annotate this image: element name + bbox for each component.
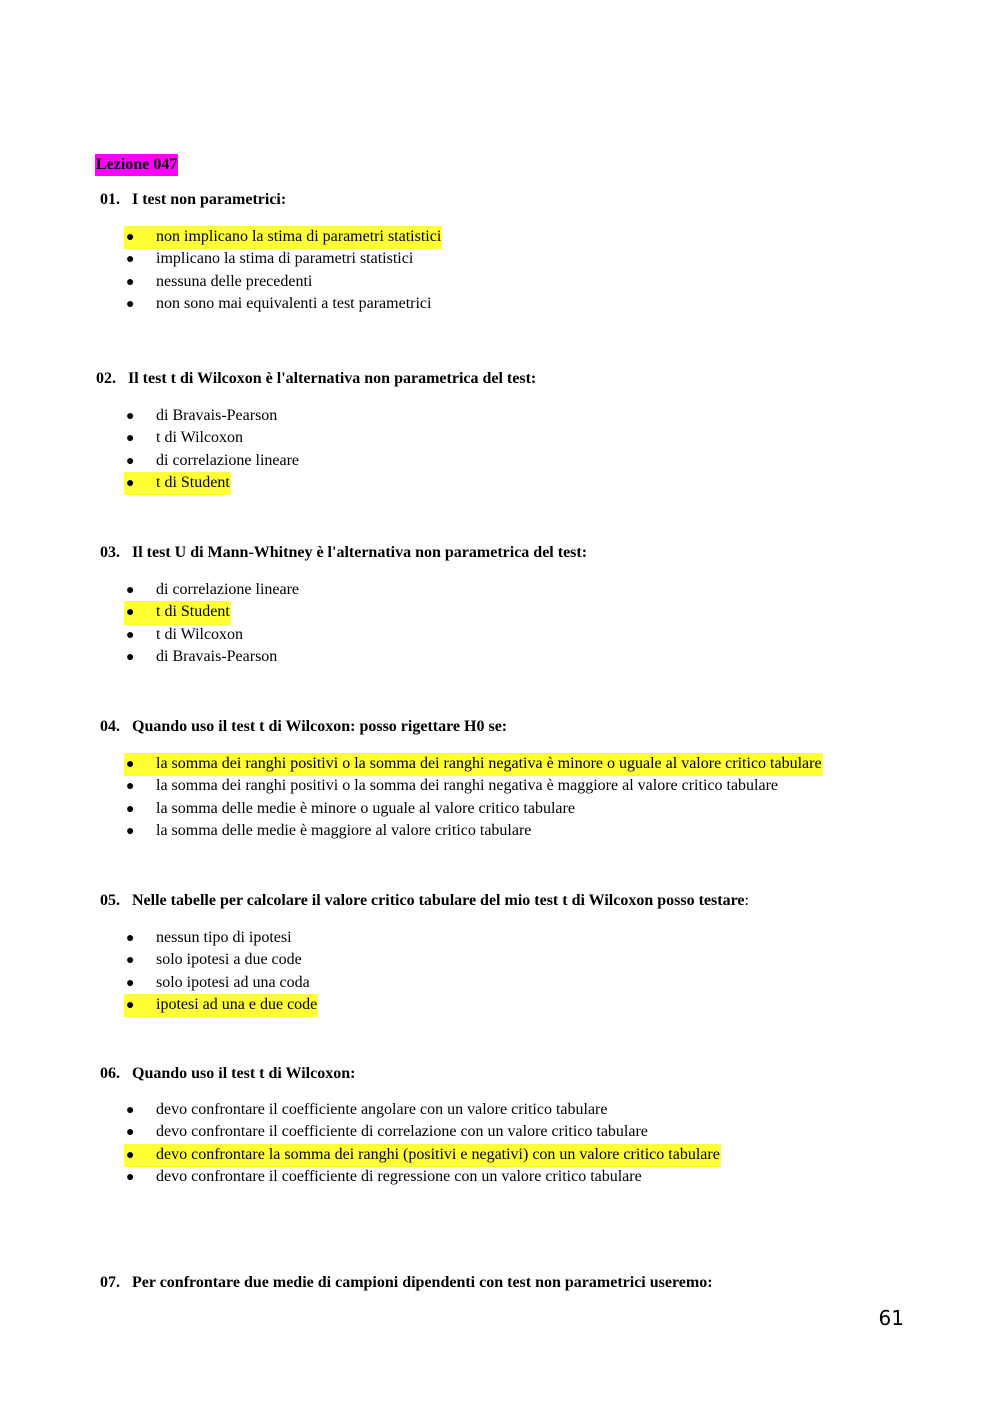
- question-text: Quando uso il test t di Wilcoxon: posso rigettare H0 se:: [132, 718, 508, 735]
- bullet-icon: ●: [126, 801, 135, 817]
- answer-list: [124, 753, 823, 842]
- question-title: [100, 717, 507, 737]
- bullet-icon: ●: [126, 605, 135, 621]
- answer-option: [124, 405, 300, 427]
- question-text: Per confrontare due medie di campioni dipendenti con test non parametrici useremo:: [132, 1274, 713, 1291]
- answer-list: [124, 1099, 721, 1188]
- question-text: Il test t di Wilcoxon è l'alternativa non parametrica del test:: [128, 370, 537, 387]
- answer-text: la somma delle medie è minore o uguale al valore critico tabulare: [156, 799, 575, 817]
- question-title: [100, 543, 587, 563]
- answer-text: implicano la stima di parametri statistici: [156, 250, 414, 268]
- answer-text: solo ipotesi ad una coda: [156, 973, 310, 991]
- answer-option: [124, 271, 442, 293]
- answer-option: [124, 624, 300, 646]
- answer-option: [124, 293, 442, 315]
- answer-text: devo confrontare la somma dei ranghi (positivi e negativi) con un valore critico tabulare: [156, 1145, 720, 1163]
- answer-text: t di Student: [156, 603, 230, 621]
- answer-text: la somma dei ranghi positivi o la somma dei ranghi negativa è maggiore al valore critico tabulare: [156, 777, 779, 795]
- answer-option: [124, 972, 318, 994]
- question-text: Quando uso il test t di Wilcoxon:: [132, 1065, 356, 1082]
- bullet-icon: ●: [126, 252, 135, 268]
- bullet-icon: ●: [126, 779, 135, 795]
- answer-text: di correlazione lineare: [156, 451, 300, 469]
- answer-option-correct: [124, 472, 300, 494]
- answer-option: [124, 1166, 721, 1188]
- answer-option: [124, 1099, 721, 1121]
- answer-option: [124, 248, 442, 270]
- answer-text: nessun tipo di ipotesi: [156, 929, 292, 946]
- bullet-icon: ●: [126, 931, 135, 946]
- answer-text: di Bravais-Pearson: [156, 647, 278, 665]
- answer-text: devo confrontare il coefficiente di correlazione con un valore critico tabulare: [156, 1123, 648, 1141]
- answer-option: [124, 927, 318, 949]
- answer-text: t di Student: [156, 473, 230, 491]
- answer-option: [124, 820, 823, 842]
- answer-option-correct: [124, 994, 318, 1016]
- answer-text: t di Wilcoxon: [156, 429, 244, 447]
- answer-text: devo confrontare il coefficiente di regressione con un valore critico tabulare: [156, 1167, 642, 1185]
- bullet-icon: ●: [126, 230, 135, 245]
- bullet-icon: ●: [126, 649, 135, 665]
- lesson-title: Lezione 047: [95, 154, 178, 176]
- answer-option: [124, 798, 823, 820]
- question-number: 06.: [100, 1065, 120, 1082]
- bullet-icon: ●: [126, 431, 135, 447]
- bullet-icon: ●: [126, 453, 135, 469]
- bullet-icon: ●: [126, 1147, 135, 1163]
- answer-list: [124, 405, 300, 494]
- question-number: 03.: [100, 544, 120, 561]
- bullet-icon: ●: [126, 757, 135, 772]
- question-number: 05.: [100, 892, 120, 909]
- bullet-icon: ●: [126, 583, 135, 598]
- answer-list: [124, 226, 442, 315]
- bullet-icon: ●: [126, 953, 135, 969]
- bullet-icon: ●: [126, 1125, 135, 1141]
- answer-text: ipotesi ad una e due code: [156, 995, 318, 1013]
- question-title: [100, 891, 749, 911]
- bullet-icon: ●: [126, 627, 135, 643]
- answer-option: [124, 1121, 721, 1143]
- question-title: [96, 369, 536, 389]
- answer-text: la somma dei ranghi positivi o la somma dei ranghi negativa è minore o uguale al valore critico tabulare: [156, 755, 822, 772]
- question-number: 02.: [96, 370, 116, 387]
- question-title: [100, 1273, 713, 1293]
- page-number: 61: [878, 1306, 904, 1330]
- answer-text: nessuna delle precedenti: [156, 272, 313, 290]
- answer-option: [124, 646, 300, 668]
- answer-text: devo confrontare il coefficiente angolare con un valore critico tabulare: [156, 1101, 608, 1118]
- question-number: 04.: [100, 718, 120, 735]
- question-title: [100, 190, 286, 210]
- answer-option-correct: [124, 601, 300, 623]
- bullet-icon: ●: [126, 823, 135, 839]
- answer-option: [124, 775, 823, 797]
- question-number: 07.: [100, 1274, 120, 1291]
- bullet-icon: ●: [126, 1103, 135, 1118]
- question-text: I test non parametrici:: [132, 191, 287, 208]
- question-number: 01.: [100, 191, 120, 208]
- answer-option: [124, 427, 300, 449]
- question-text: Il test U di Mann-Whitney è l'alternativa non parametrica del test:: [132, 544, 588, 561]
- bullet-icon: ●: [126, 1169, 135, 1185]
- question-title: [100, 1064, 355, 1084]
- answer-option-correct: [124, 226, 442, 248]
- answer-option: [124, 949, 318, 971]
- answer-option-correct: [124, 1144, 721, 1166]
- answer-text: solo ipotesi a due code: [156, 951, 302, 969]
- question-text: Nelle tabelle per calcolare il valore critico tabulare del mio test t di Wilcoxon posso testare: [132, 892, 745, 909]
- bullet-icon: ●: [126, 274, 135, 290]
- answer-text: t di Wilcoxon: [156, 625, 244, 643]
- bullet-icon: ●: [126, 975, 135, 991]
- answer-text: non sono mai equivalenti a test parametrici: [156, 294, 432, 312]
- bullet-icon: ●: [126, 296, 135, 312]
- bullet-icon: ●: [126, 997, 135, 1013]
- answer-option-correct: [124, 753, 823, 775]
- answer-text: la somma delle medie è maggiore al valore critico tabulare: [156, 821, 532, 839]
- answer-option: [124, 579, 300, 601]
- answer-option: [124, 450, 300, 472]
- answer-list: [124, 579, 300, 668]
- question-suffix: :: [744, 892, 749, 909]
- answer-text: non implicano la stima di parametri statistici: [156, 228, 442, 245]
- answer-text: di correlazione lineare: [156, 581, 300, 598]
- bullet-icon: ●: [126, 475, 135, 491]
- bullet-icon: ●: [126, 409, 135, 424]
- answer-list: [124, 927, 318, 1016]
- answer-text: di Bravais-Pearson: [156, 407, 278, 424]
